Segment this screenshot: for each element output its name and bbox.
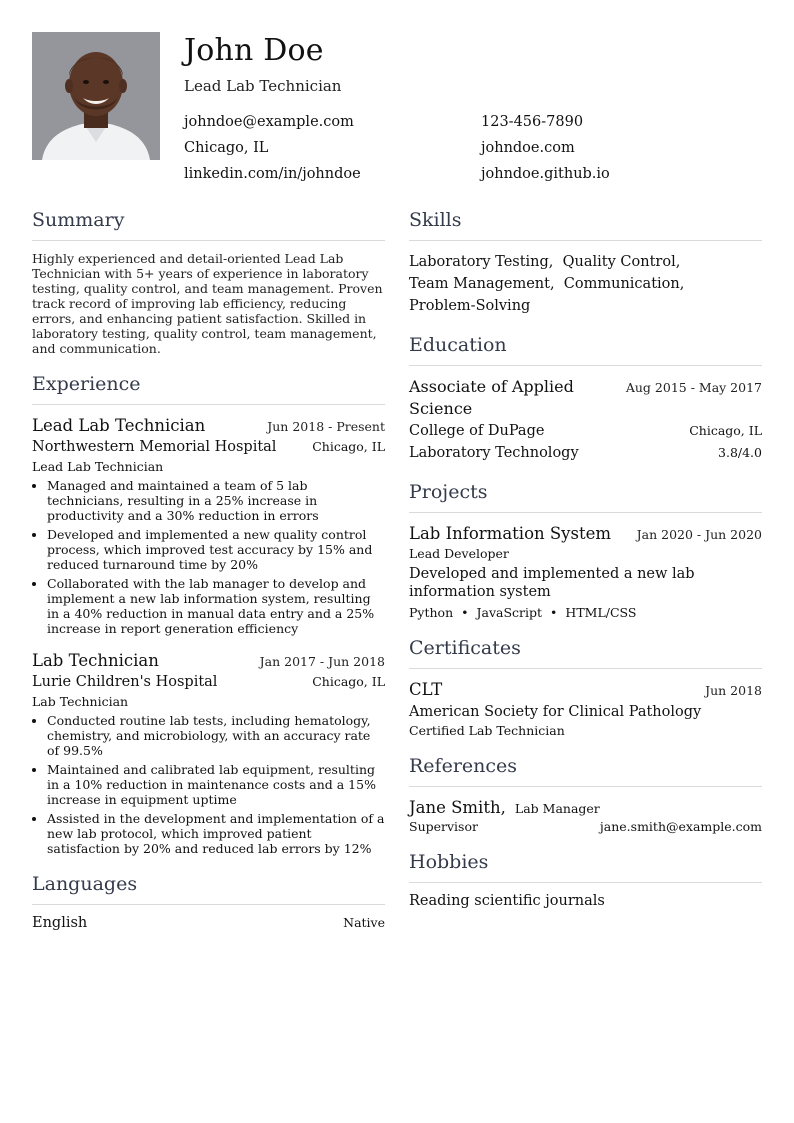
bullet-item: • Developed and implemented a new quality control process, which improved test accuracy by 15% and reduced turnaround time by 20% xyxy=(47,527,385,572)
bullet-item: • Managed and maintained a team of 5 lab technicians, resulting in a 25% increase in productivity and a 30% reduction in errors xyxy=(47,478,385,523)
job-title: Lead Lab Technician xyxy=(32,416,206,435)
section-title: Summary xyxy=(32,208,385,241)
project-name: Lab Information System xyxy=(409,524,612,543)
header-info xyxy=(184,32,762,184)
experience-item xyxy=(32,650,385,856)
project-keywords xyxy=(409,605,762,620)
degree-title: Associate of Applied Science xyxy=(409,377,574,418)
certificate-issuer: American Society for Clinical Pathology xyxy=(409,704,702,720)
language-level: Native xyxy=(343,915,385,930)
person-portrait-icon xyxy=(32,32,160,160)
keyword-item: HTML/CSS xyxy=(565,605,637,620)
languages-section xyxy=(32,872,385,931)
bullet-item: • Maintained and calibrated lab equipment, resulting in a 10% reduction in maintenance costs and a 15% increase in equipment uptime xyxy=(47,762,385,807)
gpa-score: 3.8/4.0 xyxy=(718,445,762,460)
study-area: Laboratory Technology xyxy=(409,445,579,461)
certificate-date: Jun 2018 xyxy=(705,683,762,698)
company-name: Northwestern Memorial Hospital xyxy=(32,439,277,455)
hobbies-section xyxy=(409,850,762,909)
summary-section xyxy=(32,208,385,356)
skill-item: Problem-Solving xyxy=(409,298,531,314)
skill-item: Quality Control, xyxy=(562,254,681,270)
location-text: Chicago, IL xyxy=(184,140,269,156)
reference-name: Jane Smith, xyxy=(409,798,506,817)
skills-list xyxy=(409,251,762,317)
skill-item: Team Management, xyxy=(409,276,555,292)
education-section xyxy=(409,333,762,464)
candidate-name: John Doe xyxy=(184,33,324,68)
references-section xyxy=(409,754,762,834)
project-date: Jan 2020 - Jun 2020 xyxy=(636,527,762,542)
company-name: Lurie Children's Hospital xyxy=(32,674,218,690)
project-description: Developed and implemented a new lab information system xyxy=(409,566,695,600)
skill-item: Communication, xyxy=(563,276,685,292)
keyword-item: JavaScript xyxy=(476,605,543,620)
section-title: Education xyxy=(409,333,762,366)
education-date: Aug 2015 - May 2017 xyxy=(625,380,762,395)
experience-item xyxy=(32,415,385,636)
job-role: Lab Technician xyxy=(32,694,129,709)
language-name: English xyxy=(32,915,88,931)
candidate-headline: Lead Lab Technician xyxy=(184,77,342,95)
resume-page xyxy=(32,32,762,931)
reference-position: Lab Manager xyxy=(514,801,600,816)
section-title: Experience xyxy=(32,372,385,405)
job-bullets xyxy=(32,478,385,636)
projects-section xyxy=(409,480,762,620)
job-role: Lead Lab Technician xyxy=(32,459,164,474)
bullet-item: • Conducted routine lab tests, including hematology, chemistry, and microbiology, with an accuracy rate of 99.5% xyxy=(47,713,385,758)
job-bullets xyxy=(32,713,385,856)
phone-link[interactable]: 123-456-7890 xyxy=(481,114,584,130)
education-location: Chicago, IL xyxy=(689,423,762,438)
skills-section xyxy=(409,208,762,317)
certificate-name: CLT xyxy=(409,680,443,699)
institution-name: College of DuPage xyxy=(409,423,545,439)
email-link[interactable]: johndoe@example.com xyxy=(184,114,354,130)
resume-header xyxy=(32,32,762,192)
right-column xyxy=(409,208,762,925)
reference-relationship: Supervisor xyxy=(409,819,478,834)
job-date: Jun 2018 - Present xyxy=(267,419,385,434)
project-role: Lead Developer xyxy=(409,546,509,561)
section-title: References xyxy=(409,754,762,787)
section-title: Projects xyxy=(409,480,762,513)
hobby-item: Reading scientific journals xyxy=(409,893,605,909)
bullet-item: • Collaborated with the lab manager to develop and implement a new lab information system, resulting in a 40% reduction in manual data entry and a 25% increase in report generation efficiency xyxy=(47,576,385,636)
job-location: Chicago, IL xyxy=(312,439,385,454)
linkedin-link[interactable]: linkedin.com/in/johndoe xyxy=(184,166,361,182)
job-location: Chicago, IL xyxy=(312,674,385,689)
job-date: Jan 2017 - Jun 2018 xyxy=(259,654,385,669)
keyword-item: Python xyxy=(409,605,454,620)
skill-item: Laboratory Testing, xyxy=(409,254,554,270)
bullet-item: • Assisted in the development and implementation of a new lab protocol, which improved patient satisfaction by 20% and reduced lab errors by 12% xyxy=(47,811,385,856)
separator-dot: • xyxy=(550,605,558,620)
language-item xyxy=(32,915,385,931)
website-link[interactable]: johndoe.com xyxy=(481,140,575,156)
profile-photo xyxy=(32,32,160,160)
job-title: Lab Technician xyxy=(32,651,159,670)
experience-section xyxy=(32,372,385,856)
section-title: Skills xyxy=(409,208,762,241)
summary-text: Highly experienced and detail-oriented Lead Lab Technician with 5+ years of experience in laboratory testing, quality control, and team management. Proven track record of improving lab efficiency, reducing errors, and enhancing patient satisfaction. Skilled in laboratory testing, quality control, team management, and communication. xyxy=(32,251,383,356)
section-title: Hobbies xyxy=(409,850,762,883)
certificates-section xyxy=(409,636,762,738)
section-title: Languages xyxy=(32,872,385,905)
certificate-summary: Certified Lab Technician xyxy=(409,723,565,738)
github-link[interactable]: johndoe.github.io xyxy=(481,166,610,182)
section-title: Certificates xyxy=(409,636,762,669)
reference-email-link[interactable]: jane.smith@example.com xyxy=(599,819,762,834)
separator-dot: • xyxy=(461,605,469,620)
contact-list xyxy=(184,112,762,184)
left-column xyxy=(32,208,385,947)
